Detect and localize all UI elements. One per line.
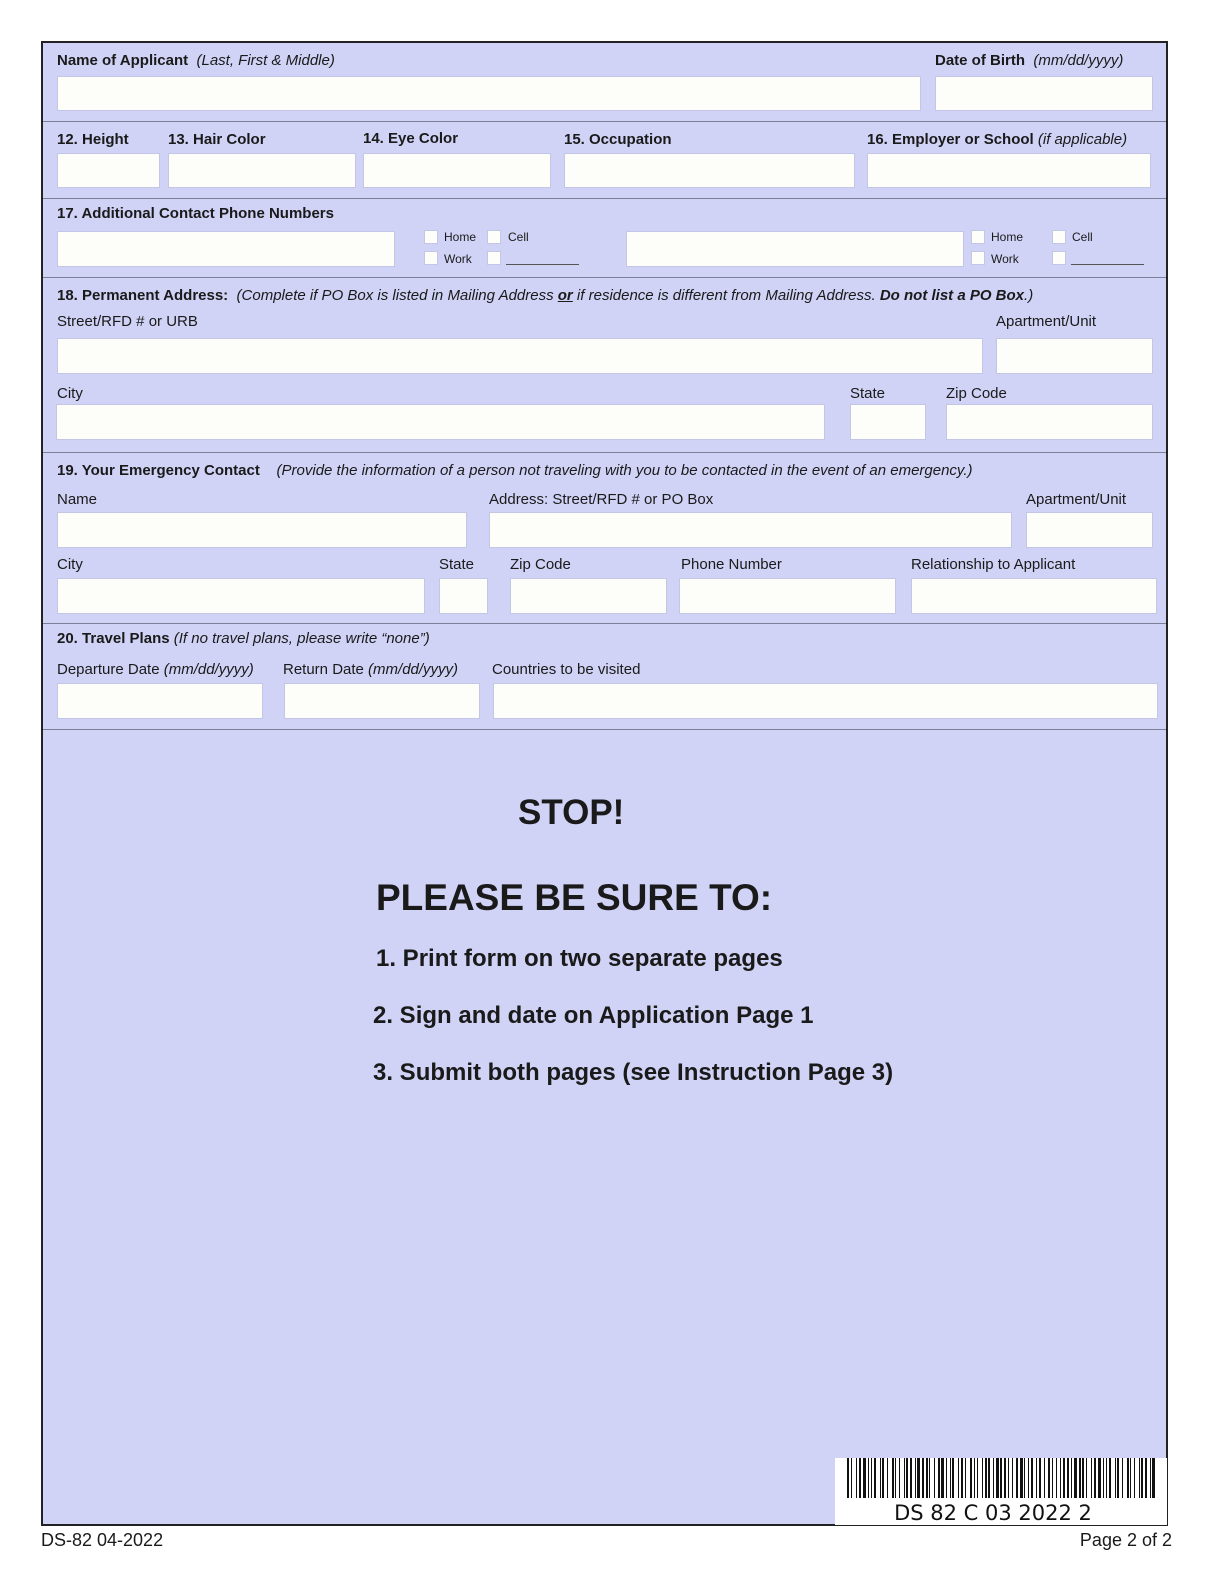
dob-field[interactable] bbox=[935, 76, 1153, 111]
emergency-phone-field[interactable] bbox=[679, 578, 896, 614]
phone-2-work-checkbox[interactable] bbox=[971, 251, 985, 265]
section-divider bbox=[43, 452, 1166, 453]
hair-color-label: 13. Hair Color bbox=[168, 131, 266, 148]
emergency-apartment-field[interactable] bbox=[1026, 512, 1153, 548]
reminder-step: 1. Print form on two separate pages bbox=[376, 945, 783, 972]
relationship-label: Relationship to Applicant bbox=[911, 556, 1076, 573]
home-label: Home bbox=[991, 230, 1024, 244]
page-number: Page 2 of 2 bbox=[1079, 1530, 1172, 1550]
barcode-bars bbox=[845, 1458, 1161, 1500]
occupation-field[interactable] bbox=[564, 153, 855, 188]
countries-field[interactable] bbox=[493, 683, 1158, 719]
street-label: Street/RFD # or URB bbox=[57, 313, 198, 330]
eye-color-label: 14. Eye Color bbox=[363, 130, 459, 147]
city-field[interactable] bbox=[56, 404, 825, 440]
section-divider bbox=[43, 121, 1166, 122]
zip-field[interactable] bbox=[946, 404, 1153, 440]
applicant-name-field[interactable] bbox=[57, 76, 921, 111]
apartment-field[interactable] bbox=[996, 338, 1153, 374]
apartment-label: Apartment/Unit bbox=[996, 313, 1097, 330]
section-divider bbox=[43, 623, 1166, 624]
return-date-label: Return Date (mm/dd/yyyy) bbox=[283, 661, 459, 678]
phone-2-cell-checkbox[interactable] bbox=[1052, 230, 1066, 244]
phone-1-other-checkbox[interactable] bbox=[487, 251, 501, 265]
please-be-sure-heading: PLEASE BE SURE TO: bbox=[376, 877, 773, 918]
section-divider bbox=[43, 729, 1166, 730]
emergency-address-field[interactable] bbox=[489, 512, 1012, 548]
state-label: State bbox=[850, 385, 886, 402]
eye-color-field[interactable] bbox=[363, 153, 551, 188]
phone-1-other-line[interactable] bbox=[506, 264, 579, 265]
reminder-step: 2. Sign and date on Application Page 1 bbox=[373, 1002, 814, 1029]
home-label: Home bbox=[444, 230, 477, 244]
application-form bbox=[41, 41, 1168, 1526]
city-label: City bbox=[57, 385, 83, 402]
stop-heading: STOP! bbox=[518, 793, 625, 832]
hair-color-field[interactable] bbox=[168, 153, 356, 188]
cell-label: Cell bbox=[508, 230, 529, 244]
phone-2-home-checkbox[interactable] bbox=[971, 230, 985, 244]
zip-label: Zip Code bbox=[946, 385, 1007, 402]
state-field[interactable] bbox=[850, 404, 926, 440]
street-field[interactable] bbox=[57, 338, 983, 374]
travel-plans-label: 20. Travel Plans (If no travel plans, please write “none”) bbox=[57, 630, 430, 647]
emergency-address-label: Address: Street/RFD # or PO Box bbox=[489, 491, 714, 508]
applicant-name-label: Name of Applicant (Last, First & Middle) bbox=[57, 52, 335, 69]
employer-label: 16. Employer or School (if applicable) bbox=[867, 131, 1128, 148]
emergency-state-label: State bbox=[439, 556, 475, 573]
barcode-text: DS 82 C 03 2022 2 bbox=[894, 1501, 1092, 1525]
emergency-city-label: City bbox=[57, 556, 83, 573]
occupation-label: 15. Occupation bbox=[564, 131, 672, 148]
phone-2-field[interactable] bbox=[626, 231, 964, 267]
emergency-city-field[interactable] bbox=[57, 578, 425, 614]
emergency-state-field[interactable] bbox=[439, 578, 488, 614]
emergency-contact-label: 19. Your Emergency Contact (Provide the information of a person not traveling with you to be contacted in the event of an emergency.) bbox=[57, 462, 973, 479]
section-divider bbox=[43, 198, 1166, 199]
dob-label: Date of Birth (mm/dd/yyyy) bbox=[935, 52, 1124, 69]
height-label: 12. Height bbox=[57, 131, 129, 148]
work-label: Work bbox=[991, 252, 1019, 266]
phones-label: 17. Additional Contact Phone Numbers bbox=[57, 205, 334, 222]
emergency-name-label: Name bbox=[57, 491, 98, 508]
permanent-address-label: 18. Permanent Address: (Complete if PO Box is listed in Mailing Address or if residence is different from Mailing Address. Do not list a PO Box.) bbox=[57, 287, 1034, 304]
section-divider bbox=[43, 277, 1166, 278]
height-field[interactable] bbox=[57, 153, 160, 188]
emergency-name-field[interactable] bbox=[57, 512, 467, 548]
reminder-step: 3. Submit both pages (see Instruction Page 3) bbox=[373, 1059, 894, 1086]
return-date-field[interactable] bbox=[284, 683, 480, 719]
emergency-apartment-label: Apartment/Unit bbox=[1026, 491, 1127, 508]
countries-label: Countries to be visited bbox=[492, 661, 641, 678]
emergency-zip-field[interactable] bbox=[510, 578, 667, 614]
phone-1-home-checkbox[interactable] bbox=[424, 230, 438, 244]
departure-date-field[interactable] bbox=[57, 683, 263, 719]
relationship-field[interactable] bbox=[911, 578, 1157, 614]
phone-2-other-checkbox[interactable] bbox=[1052, 251, 1066, 265]
work-label: Work bbox=[444, 252, 472, 266]
departure-date-label: Departure Date (mm/dd/yyyy) bbox=[57, 661, 254, 678]
barcode bbox=[835, 1458, 1167, 1525]
phone-1-work-checkbox[interactable] bbox=[424, 251, 438, 265]
emergency-phone-label: Phone Number bbox=[681, 556, 782, 573]
cell-label: Cell bbox=[1072, 230, 1093, 244]
phone-1-field[interactable] bbox=[57, 231, 395, 267]
emergency-zip-label: Zip Code bbox=[510, 556, 571, 573]
employer-field[interactable] bbox=[867, 153, 1151, 188]
phone-1-cell-checkbox[interactable] bbox=[487, 230, 501, 244]
form-id: DS-82 04-2022 bbox=[41, 1530, 164, 1550]
phone-2-other-line[interactable] bbox=[1071, 264, 1144, 265]
